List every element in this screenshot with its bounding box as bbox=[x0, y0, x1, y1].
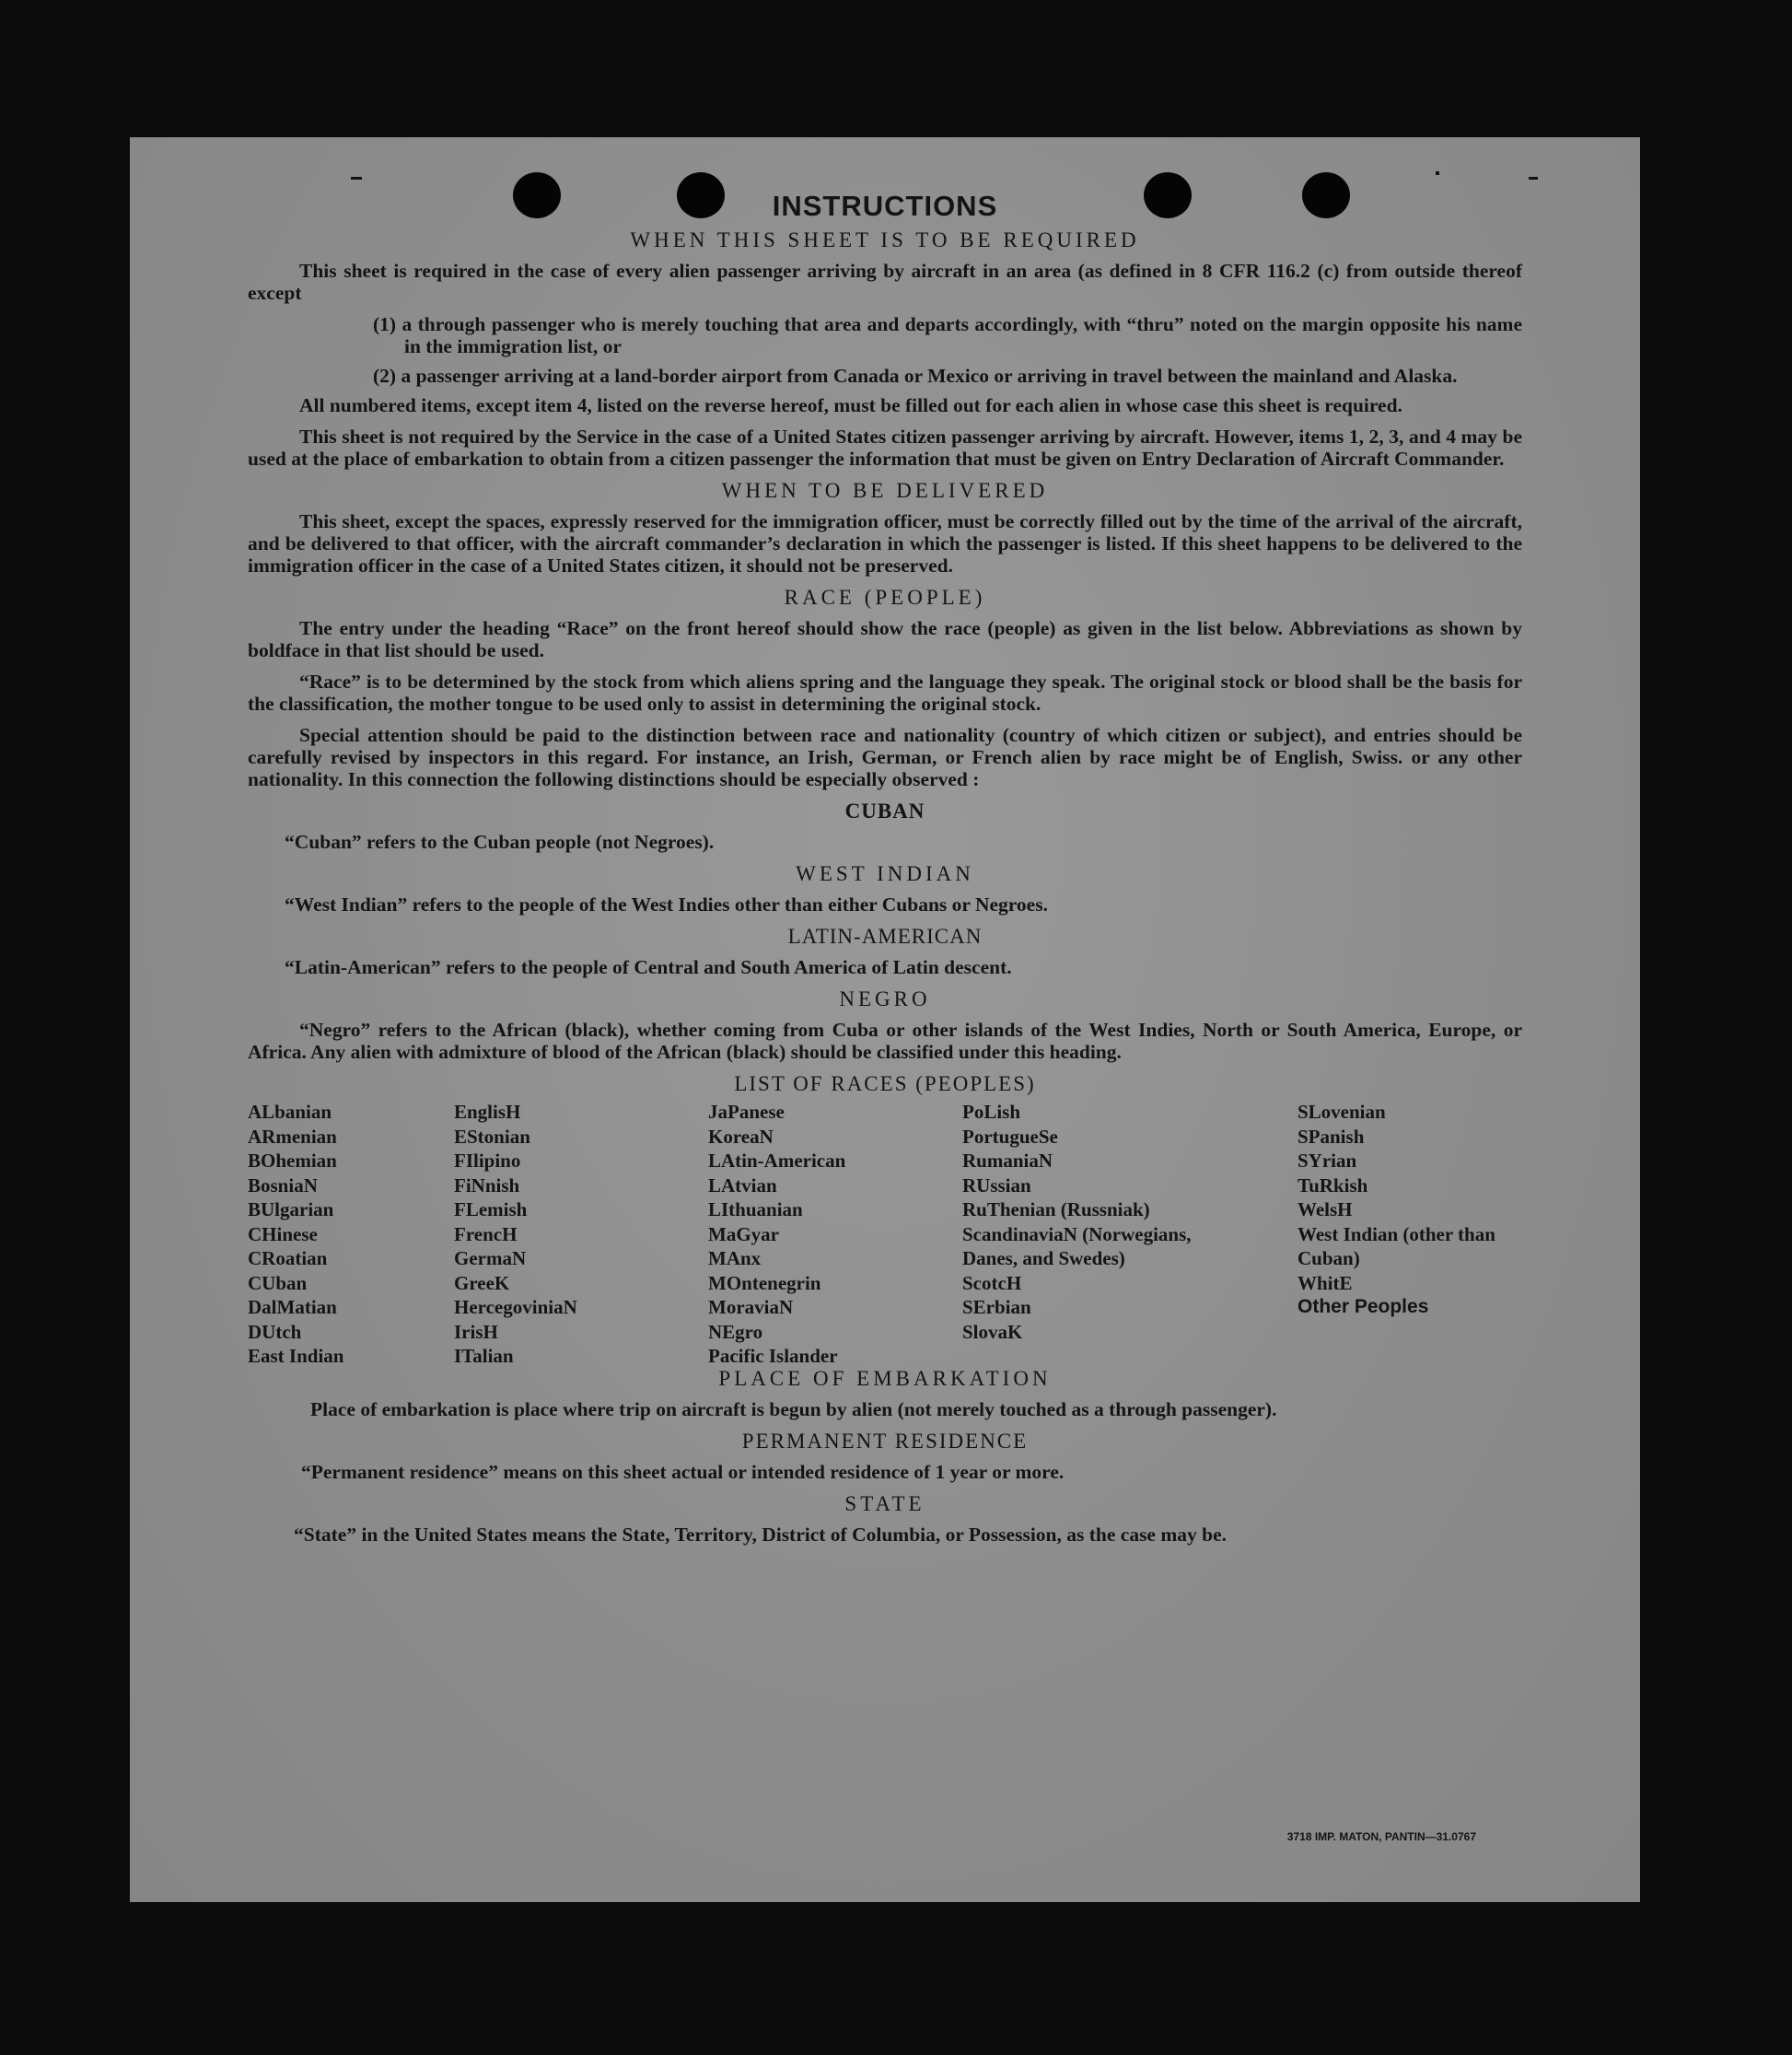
exception-item: (1) a through passenger who is merely touching that area and departs accordingly, with “thru” noted on the margin opposite his name in the immigration list, or bbox=[373, 313, 1522, 357]
race-item: HercegoviniaN bbox=[454, 1296, 577, 1318]
section-heading: NEGRO bbox=[839, 987, 931, 1010]
section-heading: WHEN THIS SHEET IS TO BE REQUIRED bbox=[630, 228, 1140, 251]
print-speck bbox=[1529, 177, 1538, 180]
section-heading: PLACE OF EMBARKATION bbox=[718, 1367, 1052, 1390]
race-item: ARmenian bbox=[248, 1125, 337, 1148]
paragraph: “Cuban” refers to the Cuban people (not Negroes). bbox=[285, 831, 715, 853]
race-column bbox=[454, 1100, 675, 1369]
race-column bbox=[1297, 1100, 1522, 1320]
race-column bbox=[962, 1100, 1239, 1344]
print-speck bbox=[351, 177, 362, 180]
race-item: NEgro bbox=[708, 1320, 763, 1343]
race-item: IrisH bbox=[454, 1320, 498, 1343]
page-title: INSTRUCTIONS bbox=[772, 190, 998, 222]
section-heading: STATE bbox=[844, 1492, 925, 1515]
race-item: East Indian bbox=[248, 1345, 344, 1367]
section-heading: LIST OF RACES (PEOPLES) bbox=[734, 1072, 1036, 1095]
race-item: RUssian bbox=[962, 1173, 1031, 1197]
race-item: PortugueSe bbox=[962, 1125, 1058, 1148]
paragraph: This sheet is not required by the Service in the case of a United States citizen passenger arriving by aircraft. However, items 1, 2, 3, and 4 may be used at the place of embarkation to obtain from a citizen passenger the information that must be given on Entry Declaration of Aircraft Commander. bbox=[248, 426, 1522, 470]
race-item: SErbian bbox=[962, 1296, 1031, 1318]
race-item: ScotcH bbox=[962, 1271, 1022, 1294]
race-item: ScandinaviaN (Norwegians, Danes, and Swedes) bbox=[962, 1222, 1192, 1269]
race-column bbox=[248, 1100, 432, 1369]
race-item: FiNnish bbox=[454, 1173, 520, 1197]
race-item: FLemish bbox=[454, 1198, 528, 1220]
race-item: BosniaN bbox=[248, 1173, 318, 1197]
section-heading: WEST INDIAN bbox=[796, 862, 974, 885]
paragraph: The entry under the heading “Race” on the front hereof should show the race (people) as given in the list below. Abbreviations as shown by boldface in that list should be used. bbox=[248, 617, 1522, 661]
section-heading: WHEN TO BE DELIVERED bbox=[721, 479, 1049, 502]
race-item: DalMatian bbox=[248, 1296, 337, 1318]
race-item: LIthuanian bbox=[708, 1198, 803, 1220]
paragraph: Place of embarkation is place where trip on aircraft is begun by alien (not merely touched as a through passenger). bbox=[310, 1398, 1277, 1420]
race-item: LAtvian bbox=[708, 1173, 777, 1197]
section-heading: PERMANENT RESIDENCE bbox=[741, 1430, 1029, 1453]
race-item: SPanish bbox=[1297, 1125, 1365, 1148]
race-item: DUtch bbox=[248, 1320, 302, 1343]
race-item: Other Peoples bbox=[1297, 1296, 1429, 1317]
section-heading: LATIN-AMERICAN bbox=[787, 925, 983, 948]
race-item: WhitE bbox=[1297, 1271, 1353, 1294]
race-item: BOhemian bbox=[248, 1150, 337, 1172]
race-item: FrencH bbox=[454, 1222, 518, 1245]
paragraph: “Permanent residence” means on this sheet actual or intended residence of 1 year or more. bbox=[301, 1461, 1065, 1483]
paragraph: This sheet, except the spaces, expressly reserved for the immigration officer, must be correctly filled out by the time of the arrival of the aircraft, and be delivered to that officer, with the aircraft commander’s declaration in which the passenger is listed. If this sheet happens to be delivered to the immigration officer in the case of a United States citizen, it should not be preserved. bbox=[248, 510, 1522, 577]
race-item: ITalian bbox=[454, 1345, 514, 1367]
race-item: MAnx bbox=[708, 1247, 762, 1269]
race-item: KoreaN bbox=[708, 1125, 774, 1148]
race-item: WelsH bbox=[1297, 1198, 1353, 1220]
race-item: CRoatian bbox=[248, 1247, 328, 1269]
race-item: Pacific Islander bbox=[708, 1345, 838, 1367]
race-item: MOntenegrin bbox=[708, 1271, 821, 1294]
exception-item: (2) a passenger arriving at a land-border airport from Canada or Mexico or arriving in travel between the mainland and Alaska. bbox=[373, 365, 1458, 387]
print-speck bbox=[1436, 171, 1439, 175]
race-item: BUlgarian bbox=[248, 1198, 334, 1220]
race-item: West Indian (other than Cuban) bbox=[1297, 1222, 1495, 1269]
race-item: MoraviaN bbox=[708, 1296, 794, 1318]
print-code: 3718 IMP. MATON, PANTIN—31.0767 bbox=[1286, 1830, 1476, 1843]
race-item: CUban bbox=[248, 1271, 308, 1294]
paragraph: “Latin-American” refers to the people of Central and South America of Latin descent. bbox=[285, 956, 1012, 978]
race-item: CHinese bbox=[248, 1222, 318, 1245]
race-item: LAtin-American bbox=[708, 1150, 846, 1172]
race-item: TuRkish bbox=[1297, 1173, 1368, 1197]
race-item: GreeK bbox=[454, 1271, 510, 1294]
race-item: RumaniaN bbox=[962, 1150, 1053, 1172]
paragraph: All numbered items, except item 4, listed on the reverse hereof, must be filled out for each alien in whose case this sheet is required. bbox=[299, 394, 1402, 416]
race-item: GermaN bbox=[454, 1247, 527, 1269]
paragraph: Special attention should be paid to the distinction between race and nationality (country of which citizen or subject), and entries should be carefully revised by inspectors in this regard. For instance, an Irish, German, or French alien by race might be of English, Swiss. or any other nationality. In this connection the following distinctions should be especially observed : bbox=[248, 724, 1522, 790]
paragraph: “Race” is to be determined by the stock from which aliens spring and the language they speak. The original stock or blood shall be the basis for the classification, the mother tongue to be used only to assist in determining the original stock. bbox=[248, 671, 1522, 715]
race-item: FIlipino bbox=[454, 1150, 521, 1172]
paragraph: This sheet is required in the case of every alien passenger arriving by aircraft in an area (as defined in 8 CFR 116.2 (c) from outside thereof except bbox=[248, 260, 1522, 304]
race-item: SlovaK bbox=[962, 1320, 1023, 1343]
race-column bbox=[708, 1100, 938, 1369]
race-list bbox=[248, 1100, 1522, 1367]
race-item: PoLish bbox=[962, 1101, 1021, 1123]
paragraph: “State” in the United States means the State, Territory, District of Columbia, or Possession, as the case may be. bbox=[294, 1524, 1228, 1546]
race-item: MaGyar bbox=[708, 1222, 779, 1245]
race-item: ALbanian bbox=[248, 1101, 332, 1123]
race-item: RuThenian (Russniak) bbox=[962, 1198, 1150, 1220]
paragraph: “Negro” refers to the African (black), whether coming from Cuba or other islands of the West Indies, North or South America, Europe, or Africa. Any alien with admixture of blood of the African (black) should be classified under this heading. bbox=[248, 1019, 1522, 1063]
race-item: EStonian bbox=[454, 1125, 530, 1148]
document-sheet bbox=[130, 137, 1640, 1902]
race-item: SLovenian bbox=[1297, 1101, 1386, 1123]
race-item: JaPanese bbox=[708, 1101, 785, 1123]
instructions-content bbox=[248, 190, 1522, 1555]
paragraph: “West Indian” refers to the people of the West Indies other than either Cubans or Negroes. bbox=[285, 893, 1048, 916]
section-heading: RACE (PEOPLE) bbox=[784, 586, 986, 609]
race-item: SYrian bbox=[1297, 1150, 1357, 1172]
section-heading: CUBAN bbox=[844, 800, 925, 823]
race-item: EnglisH bbox=[454, 1101, 521, 1123]
